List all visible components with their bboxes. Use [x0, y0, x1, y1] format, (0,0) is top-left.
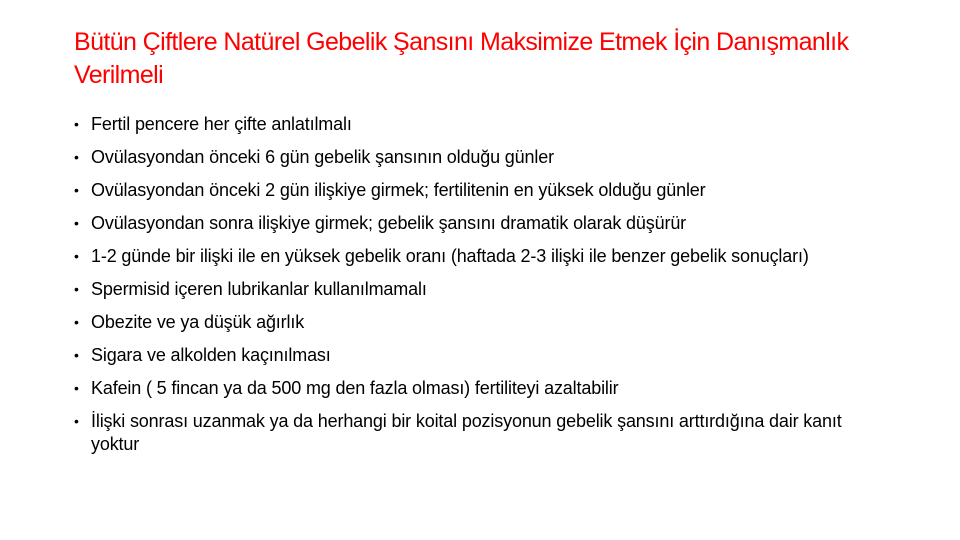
bullet-dot-icon: •	[74, 380, 79, 396]
bullet-item	[74, 212, 894, 235]
bullet-item	[74, 410, 894, 455]
bullet-text: Ovülasyondan sonra ilişkiye girmek; gebelik şansını dramatik olarak düşürür	[91, 213, 687, 233]
bullet-item	[74, 113, 894, 136]
slide-title: Bütün Çiftlere Natürel Gebelik Şansını Maksimize Etmek İçin Danışmanlık Verilmeli	[74, 28, 849, 89]
bullet-item	[74, 245, 894, 268]
bullet-text: 1-2 günde bir ilişki ile en yüksek gebelik oranı (haftada 2-3 ilişki ile benzer gebelik sonuçları)	[91, 246, 809, 266]
bullet-dot-icon: •	[74, 347, 79, 363]
bullet-text: Obezite ve ya düşük ağırlık	[91, 312, 305, 332]
bullet-text: Ovülasyondan önceki 6 gün gebelik şansının olduğu günler	[91, 147, 554, 167]
bullet-dot-icon: •	[74, 413, 79, 429]
bullet-item	[74, 179, 894, 202]
bullet-dot-icon: •	[74, 281, 79, 297]
bullet-text: Fertil pencere her çifte anlatılmalı	[91, 114, 352, 134]
bullet-item	[74, 311, 894, 334]
bullet-item	[74, 146, 894, 169]
bullet-dot-icon: •	[74, 248, 79, 264]
bullet-dot-icon: •	[74, 149, 79, 165]
bullet-text: Ovülasyondan önceki 2 gün ilişkiye girmek; fertilitenin en yüksek olduğu günler	[91, 180, 706, 200]
bullet-text: Sigara ve alkolden kaçınılması	[91, 345, 331, 365]
bullet-text: Kafein ( 5 fincan ya da 500 mg den fazla olması) fertiliteyi azaltabilir	[91, 378, 619, 398]
bullet-dot-icon: •	[74, 215, 79, 231]
bullet-text: İlişki sonrası uzanmak ya da herhangi bir koital pozisyonun gebelik şansını arttırdığına dair kanıt yoktur	[91, 411, 842, 454]
bullet-text: Spermisid içeren lubrikanlar kullanılmamalı	[91, 279, 427, 299]
bullet-item	[74, 278, 894, 301]
bullet-dot-icon: •	[74, 116, 79, 132]
bullet-dot-icon: •	[74, 314, 79, 330]
bullet-item	[74, 344, 894, 367]
bullet-dot-icon: •	[74, 182, 79, 198]
bullet-list	[74, 113, 894, 455]
bullet-item	[74, 377, 894, 400]
